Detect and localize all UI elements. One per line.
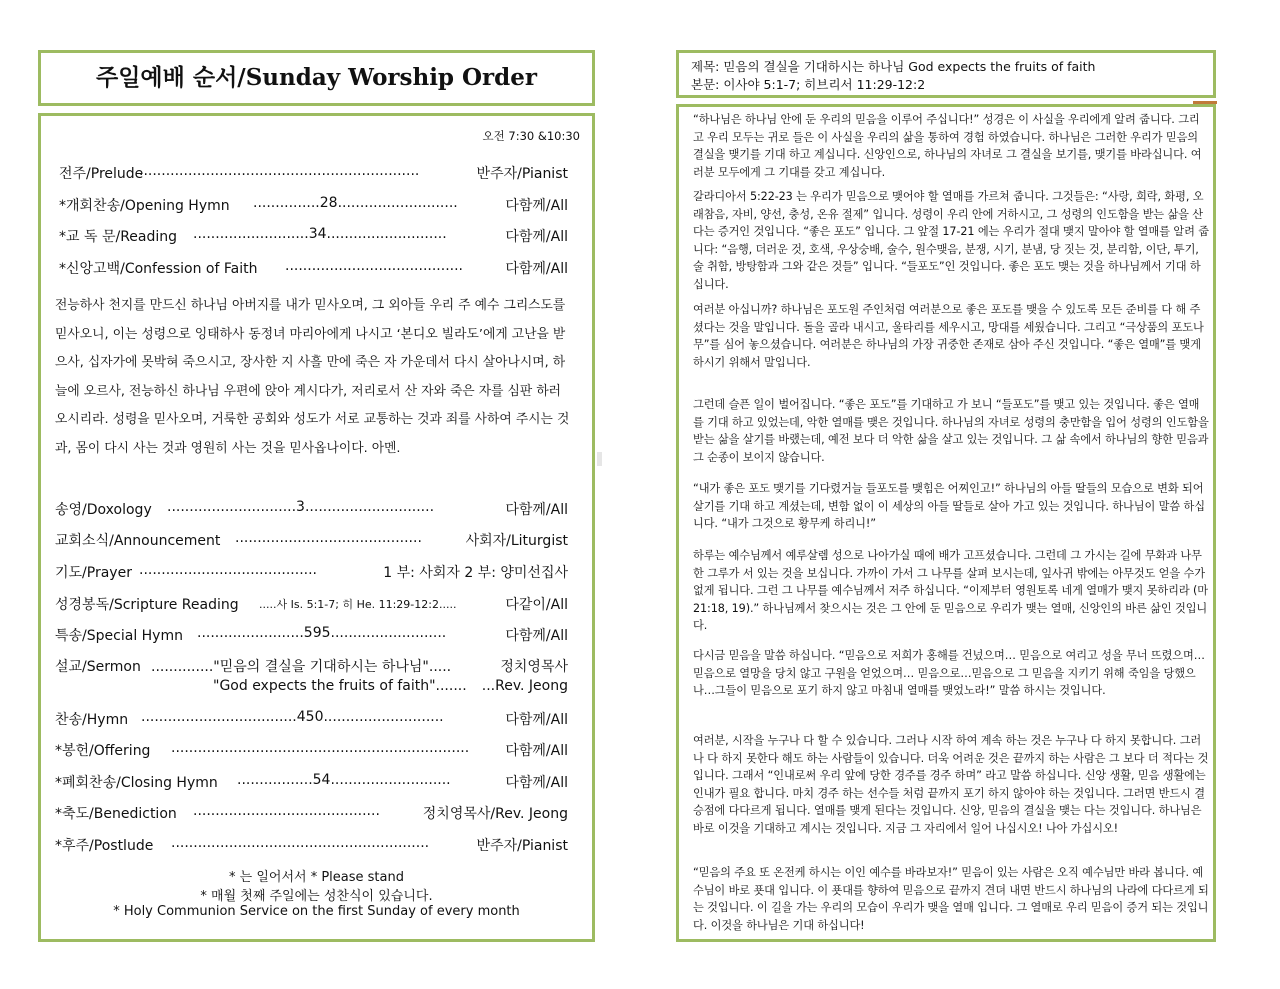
order-item-dots: "God expects the fruits of faith"....... — [213, 678, 467, 694]
order-item-label: *폐회찬송/Closing Hymn — [55, 775, 218, 791]
order-item-scripture — [55, 594, 568, 616]
order-item-prayer — [55, 562, 568, 584]
sermon-paragraph: “하나님은 하나님 안에 둔 우리의 믿음을 이루어 주십니다!” 성경은 이 사실을 우리에게 알려 줍니다. 그리고 우리 모두는 귀로 들은 이 사실을 우리의 삶을 통하여 경험 하였습니다. 하나님은 그러한 우리가 믿음의 결실을 맺기를 기대 하고 계십니다. 신앙인으로, 하나님의 자녀로 그 결실을 보기를, 맺기를 바라십니다. 여러분 모두에게 그 기대를 갖고 계십니다. — [693, 113, 1202, 179]
order-item-leader: 다함께/All — [505, 261, 568, 277]
order-item-label: *봉헌/Offering — [55, 743, 151, 759]
order-item-leader: 다함께/All — [505, 775, 568, 791]
order-item-label: 특송/Special Hymn — [55, 628, 183, 644]
sermon-title: 제목: 믿음의 결실을 기대하시는 하나님 God expects the fruits of faith — [691, 59, 1096, 74]
order-item-leader: 반주자/Pianist — [476, 166, 568, 182]
order-item-dots: ...................................450........................... — [141, 709, 444, 725]
order-item-special-hymn — [55, 625, 568, 647]
page-divider-mark — [597, 452, 602, 466]
order-item-dots: .................54........................... — [237, 772, 451, 788]
sermon-paragraph: “내가 좋은 포도 맺기를 기다렸거늘 들포도를 맺힘은 어찌인고!” 하나님의 아들 딸들의 모습으로 변화 되어 살기를 기대 하고 계셨는데, 변함 없이 이 세상의 아들 딸들로 살아 가고 있는 것입니다. 하나님이 말씀 하십니다. “내가 그것으로 황무케 하리니!” — [693, 482, 1205, 531]
sermon-body-box — [676, 104, 1216, 942]
order-item-benediction — [55, 803, 568, 825]
order-item-dots: ...............28........................... — [253, 195, 458, 211]
sermon-paragraph: 그런데 슬픈 일이 벌어집니다. “좋은 포도”를 기대하고 가 보니 “들포도”를 맺고 있는 것입니다. 좋은 열매를 기대 하고 있었는데, 악한 열매를 맺은 것입니다. 하나님의 자녀로 성령의 충만함을 입어 성령의 인도함을 받는 삶을 살기를 바랬는데, 예전 보다 더 악한 삶을 살고 있는 것입니다. 그 삶 속에서 하나님의 향한 믿음과 그 순종이 보이지 않습니다. — [693, 398, 1209, 464]
order-item-opening-hymn — [59, 195, 568, 217]
order-item-doxology — [55, 499, 568, 521]
order-item-leader: ...Rev. Jeong — [481, 678, 568, 694]
order-item-dots: ..........................34........................... — [193, 226, 447, 242]
order-item-label: *후주/Postlude — [55, 838, 154, 854]
worship-order-box — [38, 113, 595, 942]
order-item-leader: 다함께/All — [505, 229, 568, 245]
footnote-stand: * 는 일어서서 * Please stand — [229, 870, 404, 885]
order-item-reading — [59, 226, 568, 248]
order-item-leader: 정치영목사/Rev. Jeong — [422, 806, 568, 822]
order-item-leader: 1 부: 사회자 2 부: 양미선집사 — [383, 565, 568, 581]
order-item-label: 전주/Prelude — [59, 166, 144, 182]
order-item-leader: 사회자/Liturgist — [465, 533, 568, 549]
order-item-dots: .............................3............................. — [167, 499, 435, 515]
order-item-leader: 다함께/All — [505, 743, 568, 759]
order-item-leader: 다함께/All — [505, 198, 568, 214]
page-title: 주일예배 순서/Sunday Worship Order — [95, 64, 538, 91]
footnote-communion-en: * Holy Communion Service on the first Sunday of every month — [113, 904, 520, 919]
order-item-sermon — [55, 656, 568, 678]
sermon-header-box — [676, 50, 1216, 98]
footnote-communion-ko: * 매월 첫째 주일에는 성찬식이 있습니다. — [200, 889, 433, 904]
order-item-leader: 다함께/All — [505, 502, 568, 518]
order-item-leader: 다함께/All — [505, 628, 568, 644]
sermon-paragraph: 여러분 아십니까? 하나님은 포도원 주인처럼 여러분으로 좋은 포도를 맺을 수 있도록 모든 준비를 다 해 주셨다는 것을 말입니다. 돌을 골라 내시고, 울타리를 세우시고, 망대를 세웠습니다. 그리고 “극상품의 포도나무”를 심어 놓으셨습니다. 여러분은 하나님의 가장 귀중한 존재로 삼아 주신 것입니다. “좋은 열매”를 맺게 하시기 위해서 말입니다. — [693, 303, 1204, 369]
order-item-leader: 다같이/All — [505, 597, 568, 613]
order-item-prelude — [59, 163, 568, 185]
order-item-label: 교회소식/Announcement — [55, 533, 221, 549]
order-item-label: *축도/Benediction — [55, 806, 177, 822]
order-item-postlude — [55, 835, 568, 857]
order-item-dots: ............................................................... — [139, 163, 420, 179]
order-item-label: 기도/Prayer — [55, 565, 132, 581]
order-item-leader: 반주자/Pianist — [476, 838, 568, 854]
order-item-dots: ........................................ — [285, 258, 464, 274]
service-time: 오전 7:30 &10:30 — [482, 129, 580, 143]
order-item-dots: ........................................ — [139, 562, 318, 578]
sermon-paragraph: 하루는 예수님께서 예루살렘 성으로 나아가실 때에 배가 고프셨습니다. 그런데 그 가시는 길에 무화과 나무 한 그루가 서 있는 것을 보십니다. 가까이 가서 그 나무를 살펴 보시는데, 잎사귀 밖에는 아무것도 얻을 수가 없게 됩니다. 그런 그 나무를 예수님께서 저주 하십니다. “이제부터 영원토록 네게 열매가 맺지 못하리라 (마 21:18, 19).” 하나님께서 찾으시는 것은 그 안에 둔 믿음으로 우리가 맺는 열매, 신앙인의 바른 삶인 것입니다. — [693, 549, 1208, 633]
order-item-sermon-english — [55, 678, 568, 700]
order-item-dots: ........................595.......................... — [197, 625, 447, 641]
order-item-announcement — [55, 530, 568, 552]
sermon-paragraph: 여러분, 시작을 누구나 다 할 수 있습니다. 그러나 시작 하여 계속 하는 것은 누구나 다 하지 못합니다. 그러나 다 하지 못한다 해도 하는 사람들이 있습니다. 더욱 어려운 것은 끝까지 하는 사람은 그 보다 더 적다는 것입니다. 그래서 “인내로써 우리 앞에 당한 경주를 경주 하며” 라고 말씀 하십니다. 신앙 생활, 믿음 생활에는 인내가 필요 합니다. 마치 경주 하는 선수들 처럼 끝까지 포기 하지 않아야 하는 것입니다. 그러면 반드시 결승점에 다다르게 됩니다. 열매를 맺게 된다는 것입니다. 신앙, 믿음의 결실을 맺는 다는 것입니다. 하나님은 바로 이것을 기대하고 계시는 것입니다. 지금 그 자리에서 일어 나십시오! 나아 가십시오! — [693, 734, 1209, 835]
order-item-confession — [59, 258, 568, 280]
sermon-paragraph: 다시금 믿음을 말씀 하십니다. “믿음으로 저희가 홍해를 건넜으며… 믿음으로 여리고 성을 무너 뜨렸으며… 믿음으로 열망을 당치 않고 구원을 얻었으며… 믿음으로…믿음으로 그 믿음을 지키기 위해 죽임을 당했으나…그들이 믿음으로 포기 하지 않고 마침내 열매를 맺었노라!” 말씀 하시는 것입니다. — [693, 649, 1205, 698]
order-item-label: *개회찬송/Opening Hymn — [59, 198, 230, 214]
order-item-dots: .......................................................... — [171, 835, 430, 851]
order-item-dots: ................................................................... — [171, 740, 470, 756]
order-item-label: *신앙고백/Confession of Faith — [59, 261, 258, 277]
left-title-box — [38, 50, 595, 106]
order-item-label: 성경봉독/Scripture Reading — [55, 597, 239, 613]
order-item-leader: 다함께/All — [505, 712, 568, 728]
sermon-paragraph: 갈라디아서 5:22-23 는 우리가 믿음으로 맺어야 할 열매를 가르쳐 줍니다. 그것들은: “사랑, 희락, 화평, 오래참음, 자비, 양선, 충성, 온유 절제” 입니다. 성령이 우리 안에 거하시고, 그 성령의 인도함을 받는 삶을 산다는 증거인 것입니다. “좋은 포도” 입니다. 그 앞절 17-21 에는 우리가 절대 맺지 말아야 할 열매를 알려 줍니다: “음행, 더러운 것, 호색, 우상숭배, 술수, 원수맺음, 분쟁, 시기, 분냄, 당 짓는 것, 분리함, 이단, 투기, 술 취함, 방탕함과 그와 같은 것들” 입니다. “들포도”인 것입니다. 좋은 포도 맺는 것을 하나님께서 기대 하십니다. — [693, 190, 1209, 291]
order-item-label: 설교/Sermon — [55, 659, 141, 675]
order-item-label: 찬송/Hymn — [55, 712, 129, 728]
order-item-closing-hymn — [55, 772, 568, 794]
order-item-hymn — [55, 709, 568, 731]
order-item-dots: .............."믿음의 결실을 기대하시는 하나님"..... — [151, 659, 452, 675]
sermon-scripture: 본문: 이사야 5:1-7; 히브리서 11:29-12:2 — [691, 77, 926, 92]
order-item-label: *교 독 문/Reading — [59, 229, 178, 245]
order-item-dots: .......................................... — [193, 803, 380, 819]
order-item-offering — [55, 740, 568, 762]
apostles-creed: 전능하사 천지를 만드신 하나님 아버지를 내가 믿사오며, 그 외아들 우리 주 예수 그리스도를 믿사오니, 이는 성령으로 잉태하사 동정녀 마리아에게 나시고 ‘본디오 빌라도’에게 고난을 받으사, 십자가에 못박혀 죽으시고, 장사한 지 사흘 만에 죽은 자 가운데서 다시 살아나시며, 하늘에 오르사, 전능하신 하나님 우편에 앉아 계시다가, 저리로서 산 자와 죽은 자를 심판 하러 오시리라. 성령을 믿사오며, 거룩한 공회와 성도가 서로 교통하는 것과 죄를 사하여 주시는 것과, 몸이 다시 사는 것과 영원히 사는 것을 믿사옵나이다. 아멘. — [55, 298, 570, 456]
order-item-dots: .......................................... — [235, 530, 422, 546]
order-item-dots: .....사 Is. 5:1-7; 히 He. 11:29-12:2..... — [259, 598, 457, 611]
order-item-leader: 정치영목사 — [500, 659, 568, 675]
order-item-label: 송영/Doxology — [55, 502, 152, 518]
sermon-paragraph: “믿음의 주요 또 온전케 하시는 이인 예수를 바라보자!” 믿음이 있는 사람은 오직 예수님만 바라 봅니다. 예수님이 바로 푯대 입니다. 이 푯대를 향하여 믿음으로 끝까지 견뎌 내면 반드시 하나님의 나라에 다다르게 되는 것입니다. 이 길을 가는 우리의 모습이 우리가 맺을 열매 입니다. 그 열매로 우리 믿음이 증거 되는 것입니다. 이것을 하나님은 기대 하십니다! — [693, 866, 1209, 932]
